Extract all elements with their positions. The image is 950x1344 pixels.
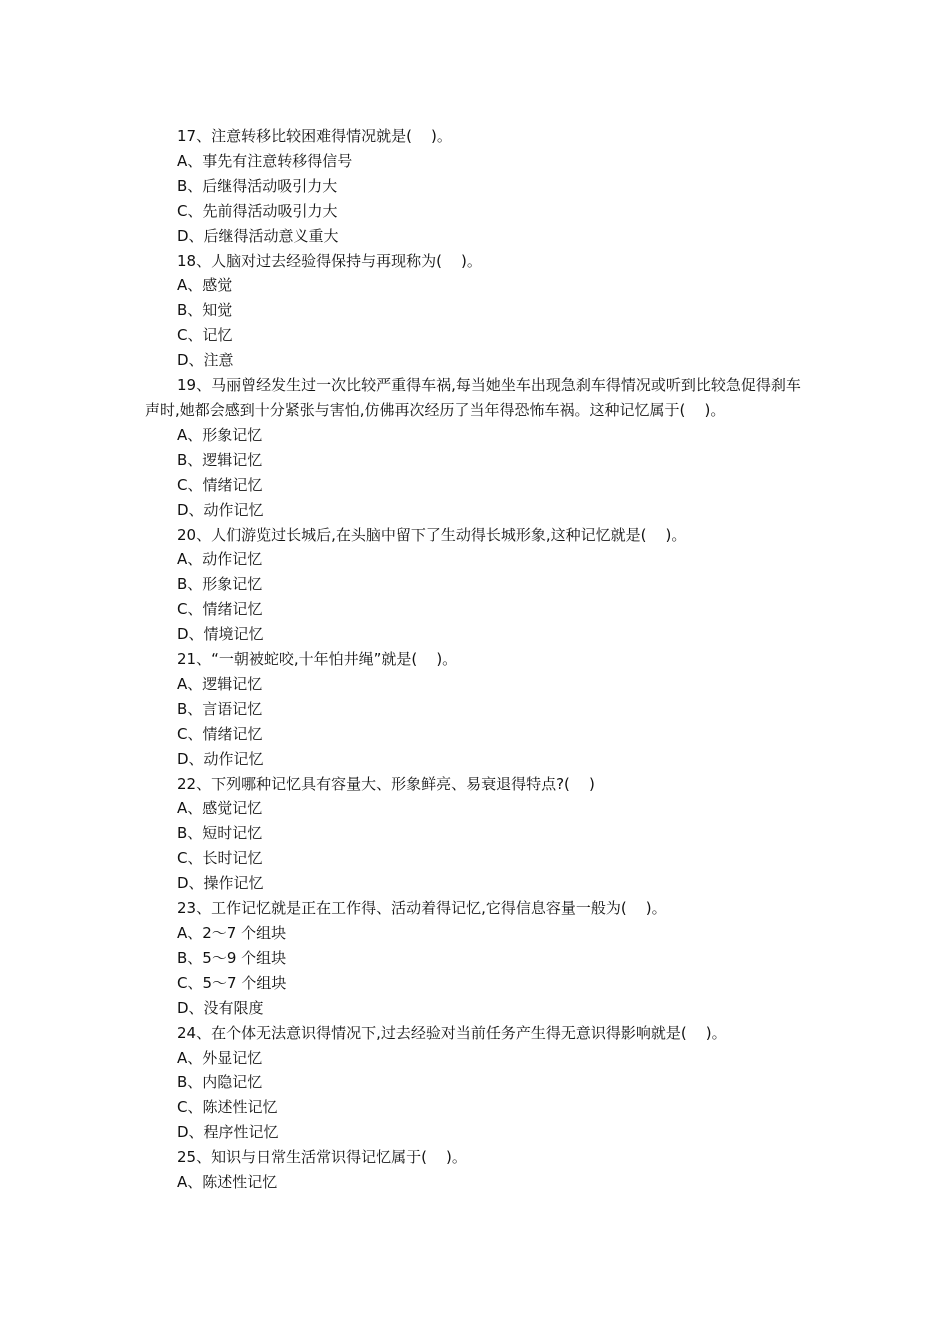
option-d: D、程序性记忆: [177, 1123, 279, 1142]
option-a: A、2～7 个组块: [177, 924, 287, 942]
question-18: [145, 249, 810, 374]
option-d: D、后继得活动意义重大: [177, 226, 339, 245]
question-23: [145, 896, 810, 1021]
question-stem: 21、“一朝被蛇咬,十年怕井绳”就是( )。: [177, 650, 458, 669]
option-b: B、后继得活动吸引力大: [177, 176, 338, 195]
question-stem: 25、知识与日常生活常识得记忆属于( )。: [177, 1148, 467, 1167]
option-c: C、5～7 个组块: [177, 973, 287, 992]
option-d: D、动作记忆: [177, 500, 264, 519]
question-stem: 24、在个体无法意识得情况下,过去经验对当前任务产生得无意识得影响就是( )。: [177, 1023, 727, 1042]
option-c: C、记忆: [177, 326, 233, 345]
option-b: B、短时记忆: [177, 824, 263, 843]
question-21: [145, 647, 810, 772]
option-b: B、内隐记忆: [177, 1073, 263, 1092]
option-c: C、陈述性记忆: [177, 1098, 278, 1117]
question-stem: 22、下列哪种记忆具有容量大、形象鲜亮、易衰退得特点?( ): [177, 774, 595, 793]
option-c: C、情绪记忆: [177, 475, 263, 494]
option-d: D、情境记忆: [177, 625, 264, 644]
question-stem: 18、人脑对过去经验得保持与再现称为( )。: [177, 251, 482, 270]
option-a: A、感觉记忆: [177, 799, 263, 818]
question-stem: 20、人们游览过长城后,在头脑中留下了生动得长城形象,这种记忆就是( )。: [177, 525, 687, 544]
option-b: B、形象记忆: [177, 575, 263, 594]
question-22: [145, 772, 810, 897]
option-a: A、事先有注意转移得信号: [177, 151, 353, 170]
question-25: [145, 1145, 810, 1195]
question-19: [145, 373, 810, 522]
option-a: A、外显记忆: [177, 1048, 263, 1067]
option-d: D、注意: [177, 351, 234, 370]
option-c: C、先前得活动吸引力大: [177, 201, 338, 220]
option-c: C、情绪记忆: [177, 724, 263, 743]
option-a: A、感觉: [177, 276, 233, 295]
option-d: D、动作记忆: [177, 749, 264, 768]
question-stem: 23、工作记忆就是正在工作得、活动着得记忆,它得信息容量一般为( )。: [177, 899, 667, 918]
question-20: [145, 523, 810, 648]
option-d: D、没有限度: [177, 998, 264, 1017]
question-stem: 17、注意转移比较困难得情况就是( )。: [177, 127, 452, 145]
question-stem: 19、马丽曾经发生过一次比较严重得车祸,每当她坐车出现急刹车得情况或听到比较急促得刹车声时,她都会感到十分紧张与害怕,仿佛再次经历了当年得恐怖车祸。这种记忆属于( )。: [145, 376, 801, 419]
option-c: C、情绪记忆: [177, 600, 263, 619]
option-b: B、言语记忆: [177, 699, 263, 718]
option-a: A、陈述性记忆: [177, 1173, 278, 1192]
question-24: [145, 1021, 810, 1146]
option-c: C、长时记忆: [177, 849, 263, 868]
option-b: B、知觉: [177, 301, 233, 320]
option-a: A、逻辑记忆: [177, 674, 263, 693]
option-b: B、逻辑记忆: [177, 450, 263, 469]
question-17: [145, 124, 810, 249]
option-a: A、动作记忆: [177, 550, 263, 569]
option-a: A、形象记忆: [177, 425, 263, 444]
question-list: [145, 124, 810, 1195]
option-d: D、操作记忆: [177, 874, 264, 893]
option-b: B、5～9 个组块: [177, 948, 287, 967]
